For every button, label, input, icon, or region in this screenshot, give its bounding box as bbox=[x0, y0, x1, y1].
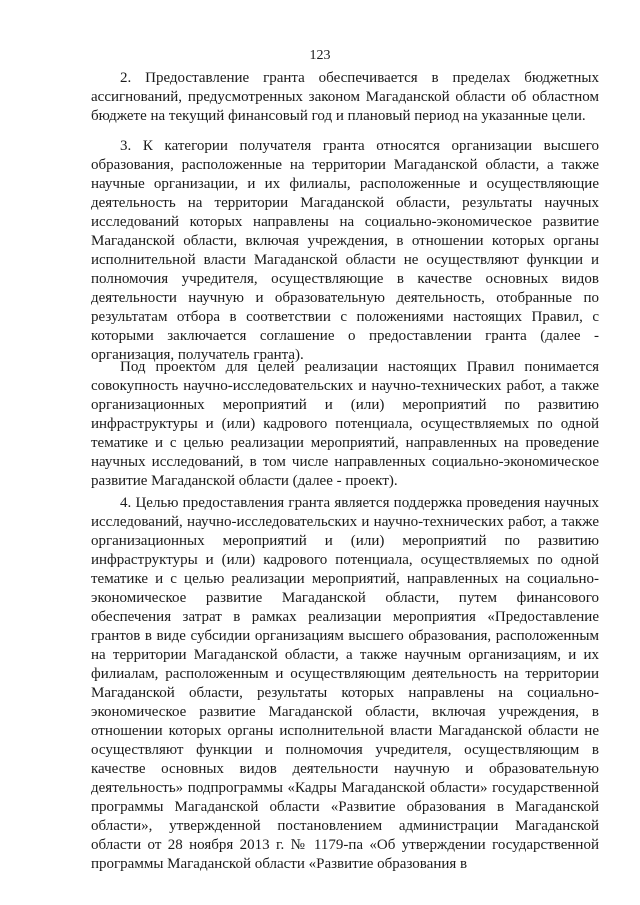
paragraph-project-definition: Под проектом для целей реализации настоящих Правил понимается совокупность научно-исследовательских и научно-технических работ, а также организационных мероприятий и (или) мероприятий по развитию инфраструктуры и (или) кадрового потенциала, осуществляемых по одной тематике и с целью реализации мероприятий, направленных на проведение научных исследований, в том числе направленных социально-экономическое развитие Магаданской области (далее - проект). bbox=[91, 359, 599, 489]
paragraph-block bbox=[91, 69, 599, 144]
paragraph-block bbox=[91, 358, 599, 509]
paragraph-item-4: 4. Целью предоставления гранта является поддержка проведения научных исследований, научно-исследовательских и научно-технических работ, а также организационных мероприятий и (или) мероприятий по развитию инфраструктуры и (или) кадрового потенциала, осуществляемых по одной тематике и с целью реализации мероприятий, направленных на социально-экономическое развитие Магаданской области, путем финансового обеспечения затрат в рамках реализации мероприятия «Предоставление грантов в виде субсидии организациям высшего образования, расположенным на территории Магаданской области, а также научным организациям, и их филиалам, расположенным и осуществляющим деятельность на территории Магаданской области, результаты которых направлены на социально-экономическое развитие Магаданской области, включая учреждения, в отношении которых органы исполнительной власти Магаданской области не осуществляют функции и полномочия учредителя, осуществляющим в качестве основных видов деятельности научную и образовательную деятельность» подпрограммы «Кадры Магаданской области» государственной программы Магаданской области «Развитие образования в Магаданской области», утвержденной постановлением администрации Магаданской области от 28 ноября 2013 г. № 1179-па «Об утверждении государственной программы Магаданской области «Развитие образования в bbox=[91, 495, 599, 872]
paragraph-item-2: 2. Предоставление гранта обеспечивается в пределах бюджетных ассигнований, предусмотренных законом Магаданской области об областном бюджете на текущий финансовый год и плановый период на указанные цели. bbox=[91, 70, 599, 124]
paragraph-item-3: 3. К категории получателя гранта относятся организации высшего образования, расположенные на территории Магаданской области, а также научные организации, и их филиалы, расположенные и осуществляющие деятельность на территории Магаданской области, результаты научных исследований которых направлены на социально-экономическое развитие Магаданской области, включая учреждения, в отношении которых органы исполнительной власти Магаданской области не осуществляют функции и полномочия учредителя, осуществляющие в качестве основных видов деятельности научную и образовательную деятельность, отобранные по результатам отбора в соответствии с положениями настоящих Правил, с которыми заключается соглашение о предоставлении гранта (далее - организация, получатель гранта). bbox=[91, 138, 599, 363]
page-number: 123 bbox=[309, 48, 331, 63]
paragraph-block bbox=[91, 137, 599, 383]
paragraph-block bbox=[91, 494, 599, 874]
